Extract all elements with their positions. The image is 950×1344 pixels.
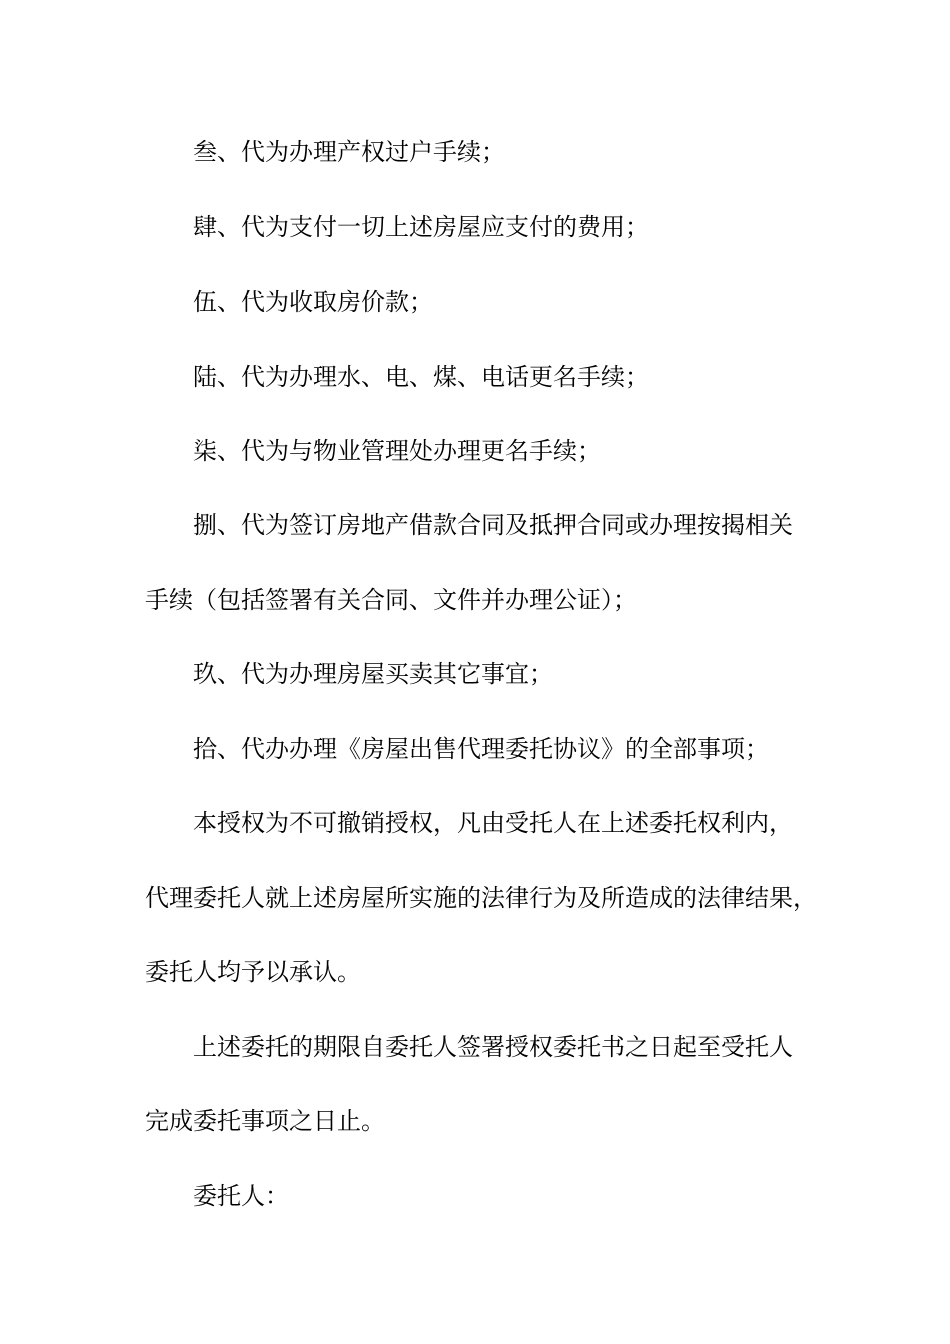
doc-line-5: 柒、代为与物业管理处办理更名手续；: [193, 437, 601, 465]
doc-line-8: 玖、代为办理房屋买卖其它事宜；: [193, 660, 553, 688]
doc-line-10: 本授权为不可撤销授权，凡由受托人在上述委托权利内，: [193, 809, 793, 837]
doc-line-6: 捌、代为签订房地产借款合同及抵押合同或办理按揭相关: [193, 511, 793, 539]
doc-line-14: 完成委托事项之日止。: [145, 1107, 385, 1135]
doc-line-9: 拾、代办办理《房屋出售代理委托协议》的全部事项；: [193, 735, 769, 763]
doc-line-7: 手续（包括签署有关合同、文件并办理公证）；: [145, 586, 637, 614]
doc-line-13: 上述委托的期限自委托人签署授权委托书之日起至受托人: [193, 1033, 793, 1061]
doc-line-15: 委托人：: [193, 1182, 289, 1210]
doc-line-2: 肆、代为支付一切上述房屋应支付的费用；: [193, 213, 649, 241]
doc-line-1: 叁、代为办理产权过户手续；: [193, 138, 505, 166]
doc-line-11: 代理委托人就上述房屋所实施的法律行为及所造成的法律结果，: [145, 884, 817, 912]
doc-line-3: 伍、代为收取房价款；: [193, 288, 433, 316]
doc-line-4: 陆、代为办理水、电、煤、电话更名手续；: [193, 363, 649, 391]
doc-line-12: 委托人均予以承认。: [145, 958, 361, 986]
